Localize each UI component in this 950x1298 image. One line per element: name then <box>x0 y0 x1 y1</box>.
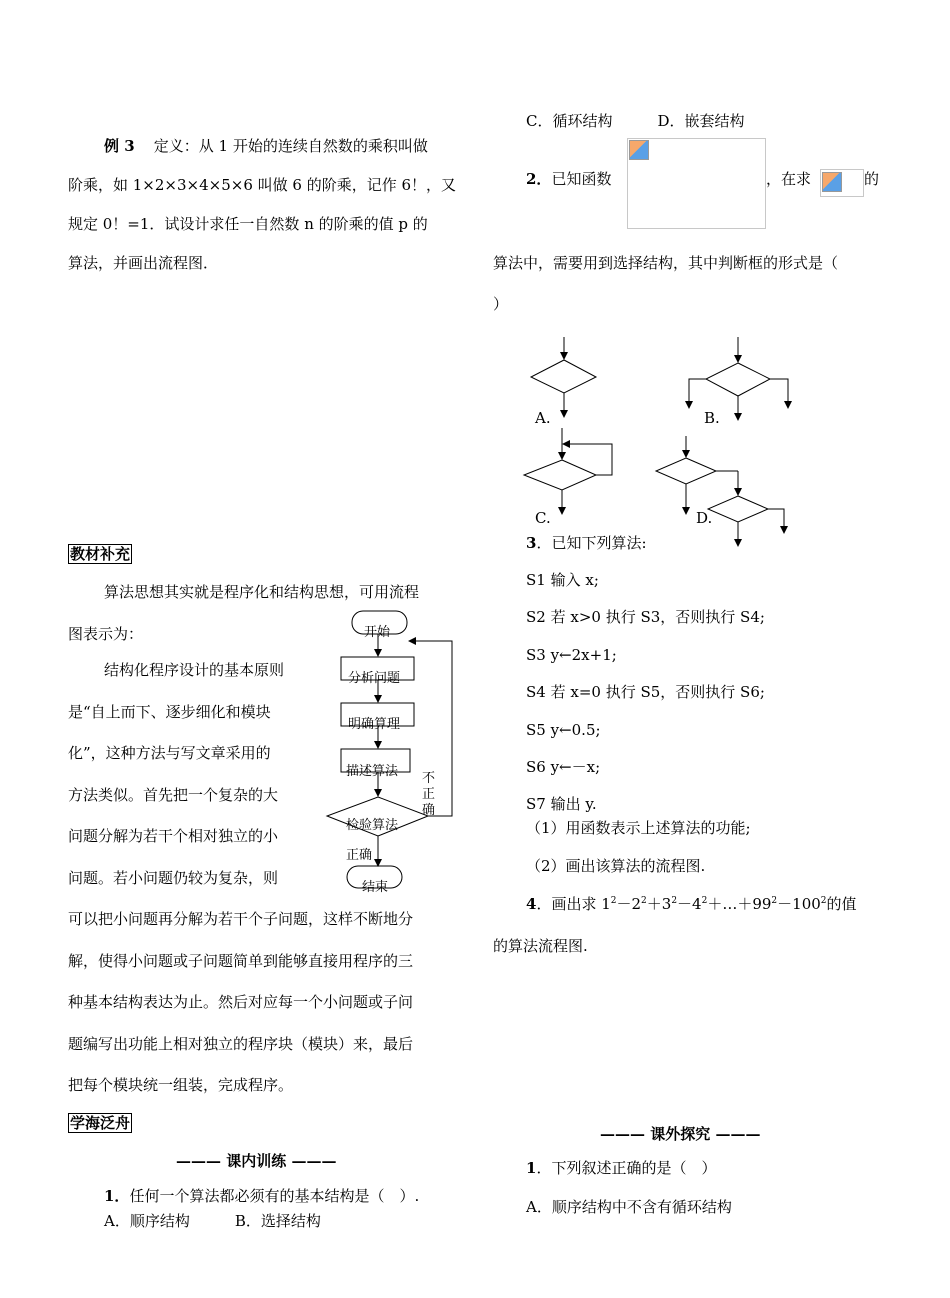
question-3-sub-2: （2）画出该算法的流程图. <box>526 857 706 875</box>
question-3-sub-1: （1）用函数表示上述算法的功能; <box>526 819 751 837</box>
question-4-line-2: 的算法流程图. <box>493 937 588 955</box>
flow-end-label: 结束 <box>362 880 389 895</box>
option-d-label: D. <box>696 509 713 527</box>
question-4-line-1: 4．画出求 $1^2-2^2+3^2-4^2+\dots+99^2-100^2$的值 <box>526 895 857 913</box>
flow-incorrect-char: 正 <box>422 787 436 802</box>
flow-check-label: 检验算法 <box>346 818 399 833</box>
algorithm-step: S4 若 x=0 执行 S5，否则执行 S6; <box>526 683 765 701</box>
example-3-line-3: 规定 0！=1．试设计求任一自然数 n 的阶乘的值 p 的 <box>68 215 428 233</box>
supplement-line: 问题分解为若干个相对独立的小 <box>68 827 279 845</box>
training-question-1: 1．任何一个算法都必须有的基本结构是（ ）. <box>104 1187 420 1205</box>
question-2-text-2: ，在求 <box>766 170 812 188</box>
flow-describe-label: 描述算法 <box>346 764 399 779</box>
supplement-line: 把每个模块统一组装，完成程序。 <box>68 1076 294 1094</box>
algorithm-step: S3 y←2x+1; <box>526 646 617 664</box>
section-heading-xuehai: 学海泛舟 <box>70 1114 131 1132</box>
flow-incorrect-char: 不 <box>422 771 436 786</box>
option-c-diagram <box>524 428 612 514</box>
option-b-label: B. <box>704 409 720 427</box>
supplement-line: 题编写出功能上相对独立的程序块（模块）来，最后 <box>68 1035 414 1053</box>
supplement-line: 种基本结构表达为止。然后对应每一个小问题或子问 <box>68 993 414 1011</box>
option-a-label: A. <box>535 409 551 427</box>
example-3-tag: 例 3 <box>104 137 135 155</box>
example-3-line-2: 阶乘，如 1×2×3×4×5×6 叫做 6 的阶乘，记作 6！，又 <box>68 176 457 194</box>
flow-correct-label: 正确 <box>346 848 373 863</box>
flow-clarify-label: 明确算理 <box>348 717 401 732</box>
algorithm-step: S2 若 x>0 执行 S3，否则执行 S4; <box>526 608 765 626</box>
example-3-line-4: 算法，并画出流程图． <box>68 254 219 272</box>
explore-question-1: 1．下列叙述正确的是（ ） <box>526 1159 717 1177</box>
supplement-line: 解，使得小问题或子问题简单到能够直接用程序的三 <box>68 952 414 970</box>
supplement-para-1a: 算法思想其实就是程序化和结构思想，可用流程 <box>104 583 420 601</box>
example-3-text: 定义：从 1 开始的连续自然数的乘积叫做 <box>153 137 428 155</box>
algorithm-step: S7 输出 y. <box>526 795 597 813</box>
flow-incorrect-char: 确 <box>422 803 436 818</box>
question-2-line-1: 2．已知函数 <box>526 170 612 188</box>
supplement-line: 问题。若小问题仍较为复杂，则 <box>68 869 279 887</box>
question-2-line-3: ） <box>493 295 509 313</box>
flow-start-label: 开始 <box>364 625 391 640</box>
supplement-line: 结构化程序设计的基本原则 <box>104 661 285 679</box>
explore-heading: ——— 课外探究 ——— <box>600 1125 761 1143</box>
question-3-intro: 3．已知下列算法: <box>526 534 647 552</box>
option-d-diagram <box>656 436 784 546</box>
algorithm-step: S1 输入 x; <box>526 571 599 589</box>
question-2-line-2: 算法中，需要用到选择结构，其中判断框的形式是（ <box>493 254 839 272</box>
explore-question-1-option-a: A．顺序结构中不含有循环结构 <box>526 1198 732 1216</box>
supplement-heading: 教材补充 <box>70 545 131 563</box>
in-class-training-heading: ——— 课内训练 ——— <box>176 1152 337 1170</box>
training-question-1-options: A．顺序结构 B．选择结构 <box>104 1212 321 1230</box>
flow-analyze-label: 分析问题 <box>348 671 401 686</box>
supplement-para-1b: 图表示为： <box>68 625 144 643</box>
training-question-1-options-cont: C．循环结构 D．嵌套结构 <box>526 112 745 130</box>
option-a-diagram <box>531 337 596 417</box>
supplement-line: 是“自上而下、逐步细化和模块 <box>68 703 271 721</box>
question-2-text-3: 的 <box>864 170 880 188</box>
algorithm-step: S6 y←－x; <box>526 758 601 776</box>
option-c-label: C. <box>535 509 551 527</box>
supplement-line: 可以把小问题再分解为若干个子问题，这样不断地分 <box>68 910 414 928</box>
supplement-line: 化”，这种方法与写文章采用的 <box>68 744 271 762</box>
algorithm-step: S5 y←0.5; <box>526 721 601 739</box>
supplement-line: 方法类似。首先把一个复杂的大 <box>68 786 279 804</box>
